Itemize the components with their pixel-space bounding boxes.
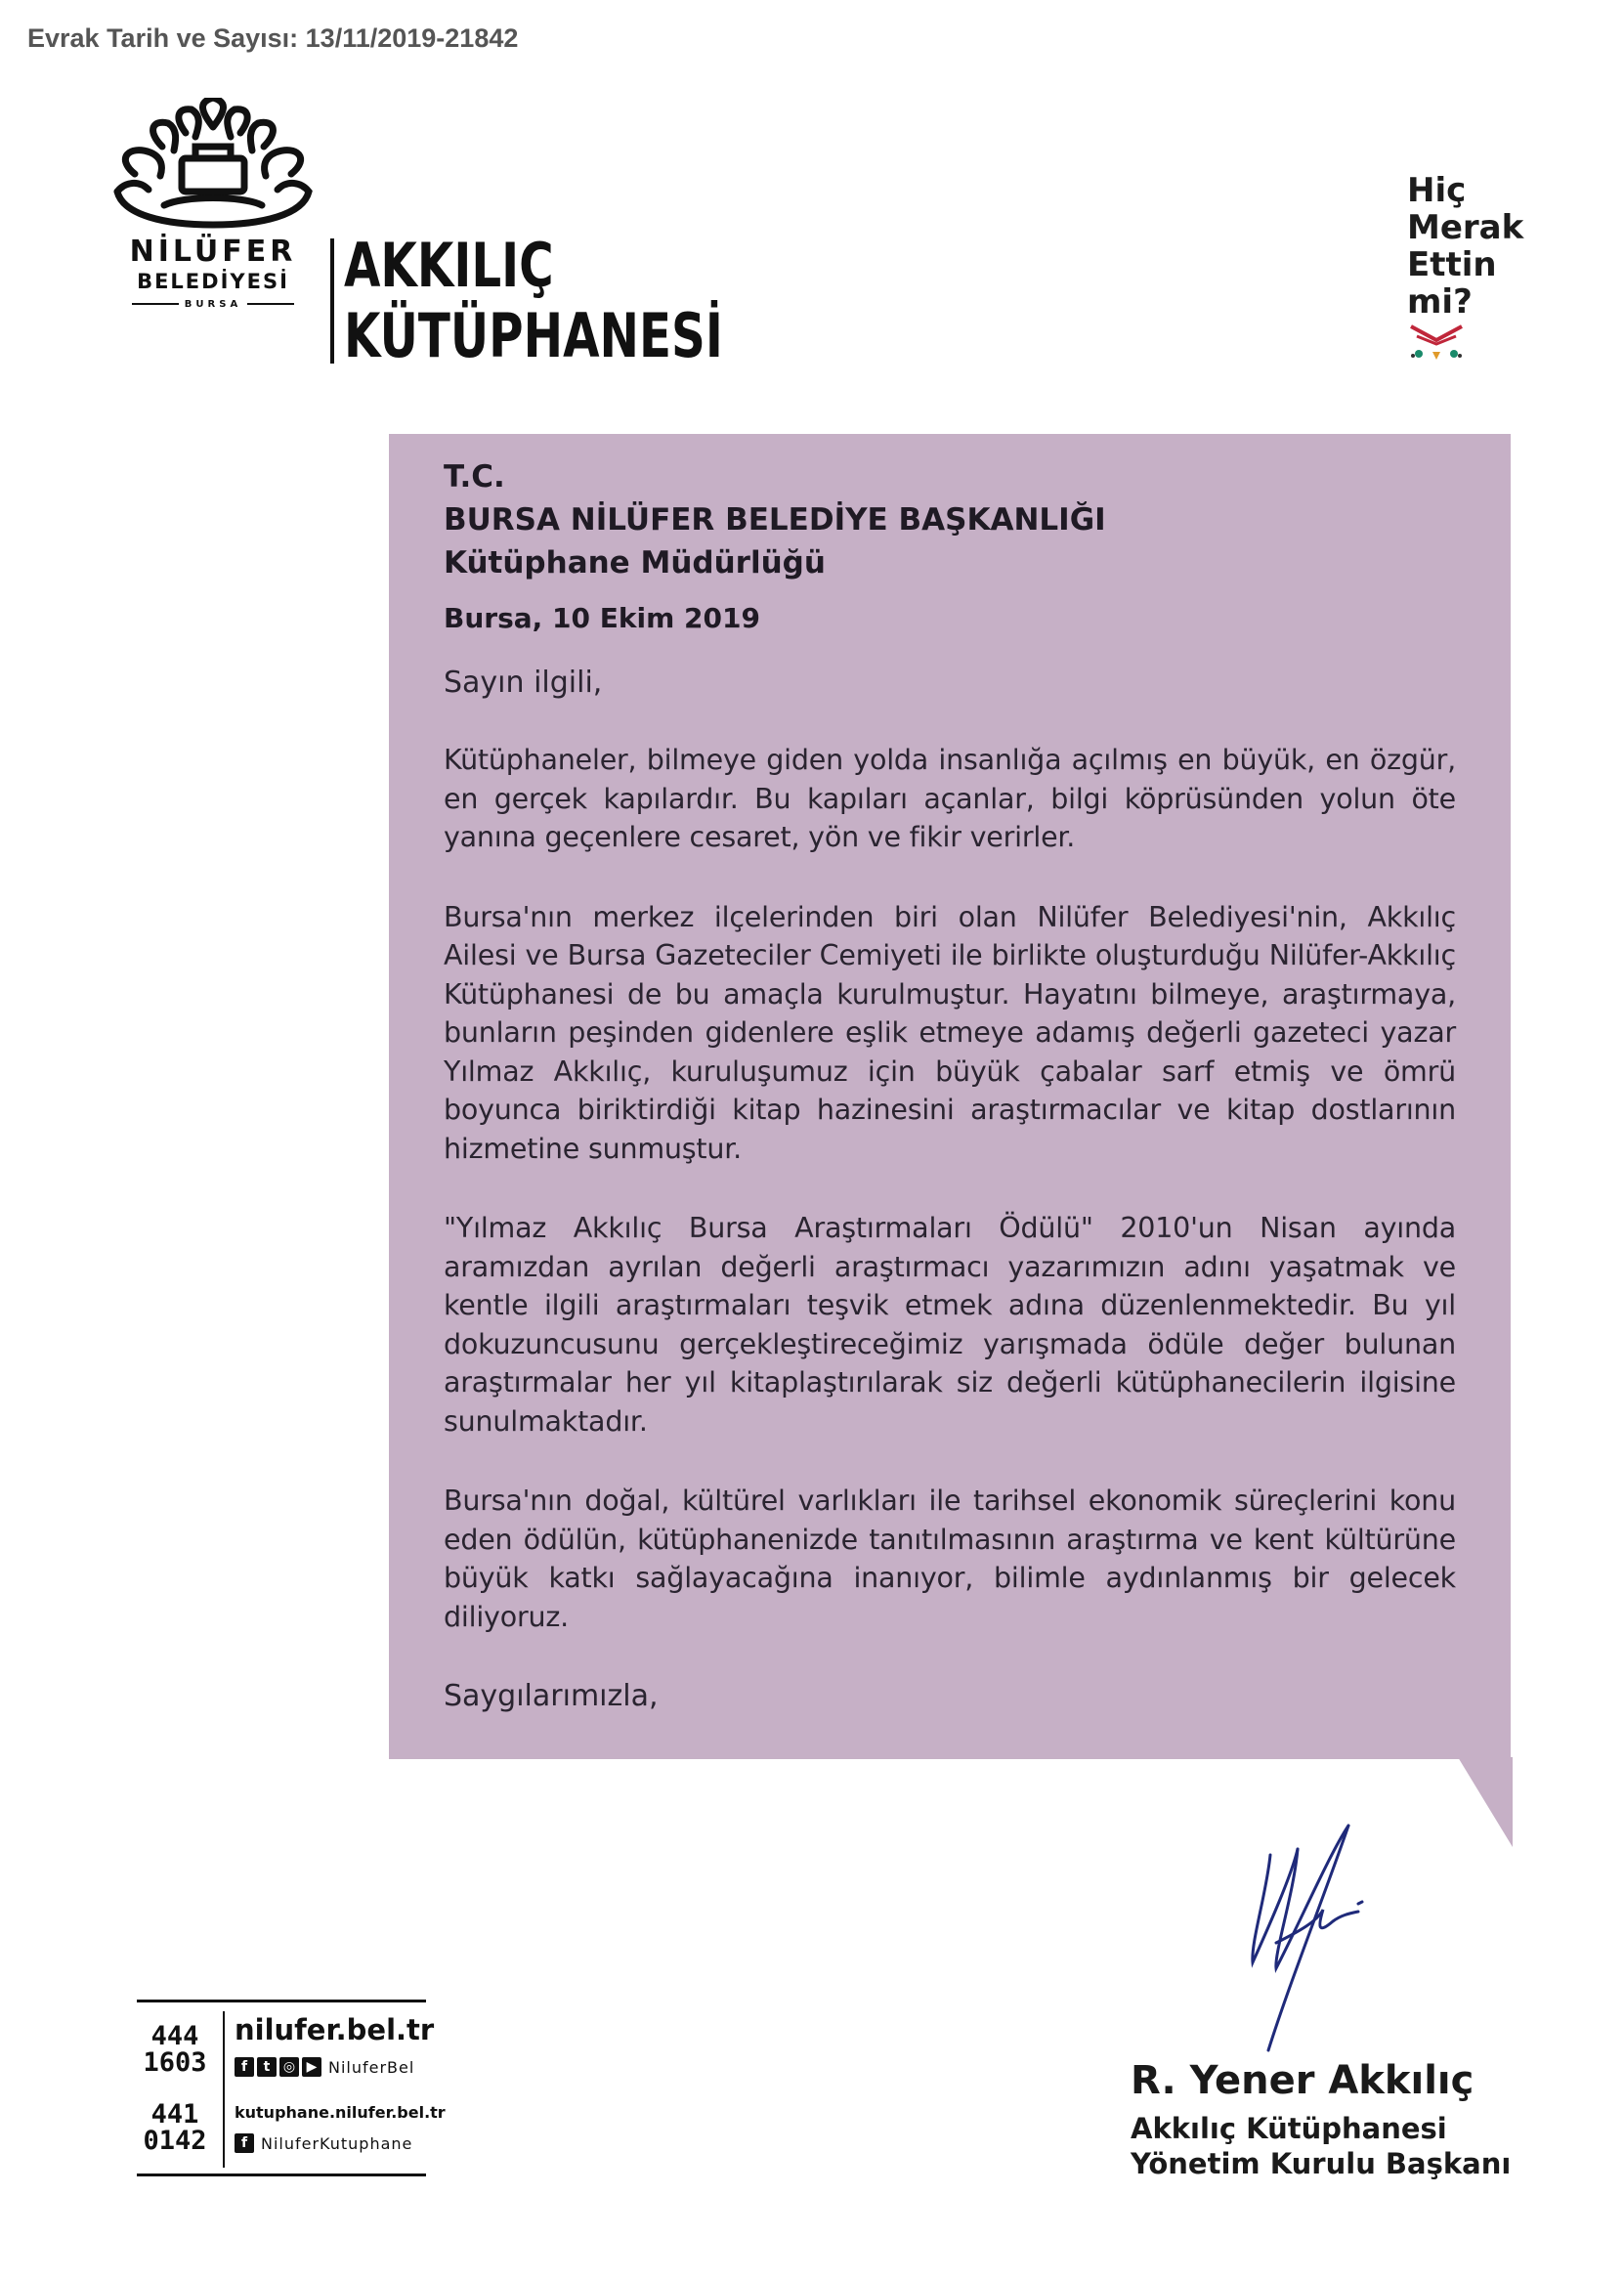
salutation: Sayın ilgili, [444, 666, 603, 700]
contact-block [137, 2000, 446, 2177]
contact-divider [223, 2011, 225, 2168]
document-stamp: Evrak Tarih ve Sayısı: 13/11/2019-21842 [27, 23, 519, 53]
tagline-line: Merak [1407, 208, 1524, 247]
contact-rule [137, 2173, 426, 2176]
phone-number-library [137, 2101, 213, 2154]
youtube-icon[interactable]: ▶ [302, 2057, 321, 2077]
phone-line: 444 [150, 2021, 199, 2051]
phone-line: 0142 [143, 2126, 207, 2156]
social-row [235, 2056, 414, 2078]
library-website-link[interactable]: kutuphane.nilufer.bel.tr [235, 2103, 446, 2122]
library-name-line1: AKKILIÇ [344, 230, 554, 301]
municipality-city-label: BURSA [184, 299, 242, 310]
facebook-icon[interactable]: f [235, 2133, 254, 2153]
paragraph: Bursa'nın doğal, kültürel varlıkları ile tarihsel ekonomik süreçlerini konu eden ödülün, kütüphanenizde tanıtılmasının araştırma ve kent kültürüne büyük katkı sağlayacağına inanıyor, bilimle aydınlanmış bir gelecek diliyoruz. [444, 1485, 1456, 1633]
municipality-city [125, 299, 301, 310]
website-link[interactable]: nilufer.bel.tr [235, 2013, 435, 2046]
phone-line: 441 [150, 2099, 199, 2130]
phone-number-municipality [137, 2023, 213, 2076]
twitter-icon[interactable]: t [257, 2057, 277, 2077]
closing: Saygılarımızla, [444, 1679, 659, 1713]
signer-name: R. Yener Akkılıç [1131, 2058, 1474, 2103]
social-row [235, 2132, 412, 2154]
signature-image [1212, 1816, 1407, 2060]
contact-rule [137, 2000, 426, 2002]
municipality-name: NİLÜFER [129, 235, 297, 269]
municipality-subtitle: BELEDİYESİ [137, 270, 289, 293]
signer-title-line: Akkılıç Kütüphanesi [1131, 2112, 1447, 2145]
library-name-line2: KÜTÜPHANESİ [344, 300, 723, 371]
lotus-logo-icon [106, 98, 321, 230]
tagline [1407, 172, 1544, 321]
instagram-icon[interactable]: ◎ [279, 2057, 299, 2077]
speech-bubble-tail [1458, 1757, 1513, 1847]
heading-department: Kütüphane Müdürlüğü [444, 545, 826, 581]
facebook-icon[interactable]: f [235, 2057, 254, 2077]
tagline-line: mi? [1407, 282, 1473, 322]
letter-body [444, 455, 1456, 1713]
heading-institution: BURSA NİLÜFER BELEDİYE BAŞKANLIĞI [444, 502, 1106, 538]
heading-tc: T.C. [444, 459, 505, 495]
phone-line: 1603 [143, 2047, 207, 2078]
signer-title-line: Yönetim Kurulu Başkanı [1131, 2147, 1512, 2180]
paragraph: Kütüphaneler, bilmeye giden yolda insanlığa açılmış en büyük, en özgür, en gerçek kapılardır. Bu kapıları açanlar, bilgi köprüsünden yolun öte yanına geçenlere cesaret, yön ve fikir verirler. [444, 744, 1456, 853]
tagline-line: Hiç [1407, 171, 1467, 210]
header-divider [330, 238, 334, 364]
tagline-line: Ettin [1407, 245, 1497, 284]
paragraph: Bursa'nın merkez ilçelerinden biri olan Nilüfer Belediyesi'nin, Akkılıç Ailesi ve Bursa Gazeteciler Cemiyeti ile birlikte oluşturduğu Nilüfer-Akkılıç Kütüphanesi de bu amaçla kurulmuştur. Hayatını bilmeye, araştırmaya, bunların peşinden gidenlere eşlik etmeye adamış değerli gazeteci yazar Yılmaz Akkılıç, kuruluşumuz için büyük çabalar sarf etmiş ve ömrü boyunca biriktirdiği kitap hazinesini araştırmacılar ve kitap dostlarının hizmetine sunmuştur. [444, 900, 1456, 1165]
social-handle: NiluferBel [328, 2057, 415, 2077]
letter-date: Bursa, 10 Ekim 2019 [444, 602, 760, 634]
social-handle: NiluferKutuphane [261, 2133, 413, 2153]
paragraph: "Yılmaz Akkılıç Bursa Araştırmaları Ödülü" 2010'un Nisan ayında aramızdan ayrılan değerli araştırmacı yazarımızın adını yaşatmak ve kentle ilgili araştırmaları teşvik etmek adına düzenlenmektedir. Bu yıl dokuzuncusunu gerçekleştireceğimiz yarışmada ödüle değer bulunan araştırmalar her yıl kitaplaştırılarak siz değerli kütüphanecilerin ilgisine sunulmaktadır. [444, 1212, 1456, 1438]
signer-title [1131, 2111, 1511, 2181]
library-name [344, 230, 723, 371]
owl-icon [1409, 323, 1464, 364]
